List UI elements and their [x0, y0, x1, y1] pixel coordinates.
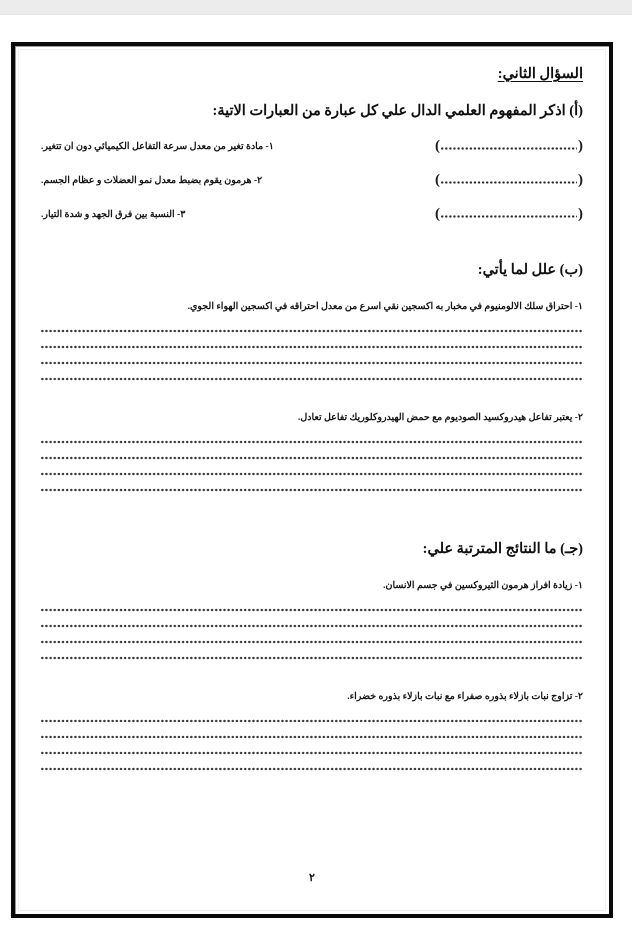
question-text-b1: ١- احتراق سلك الالومنيوم في مخبار به اكسجين نقي اسرع من معدل احتراقه في اكسجين الهواء الجوي.	[187, 302, 583, 312]
answer-blank-paren-open: (	[435, 138, 440, 154]
answer-line[interactable]	[41, 637, 583, 653]
answer-line[interactable]	[41, 621, 583, 637]
question-text-a1: ١- مادة تغير من معدل سرعة التفاعل الكيميائي دون ان تتغير.	[41, 142, 274, 152]
answer-line[interactable]	[41, 342, 583, 358]
answer-line[interactable]	[41, 605, 583, 621]
answer-line[interactable]	[41, 716, 583, 732]
answer-line[interactable]	[41, 437, 583, 453]
answer-line[interactable]	[41, 374, 583, 390]
answer-blank-dots	[441, 176, 577, 186]
answer-blank-paren-close: )	[578, 206, 583, 222]
section-heading-part-a: (أ) اذكر المفهوم العلمي الدال علي كل عبارة من العبارات الاتية:	[212, 103, 583, 119]
answer-blank-a3[interactable]	[435, 207, 583, 222]
answer-blank-dots	[441, 210, 577, 220]
question-text-c2: ٢- تزاوج نبات بازلاء بذوره صفراء مع نبات بازلاء بذوره خضراء.	[347, 692, 583, 702]
answer-lines-b2[interactable]	[41, 437, 583, 501]
section-heading-part-b: (ب) علل لما يأتي:	[477, 262, 583, 278]
answer-lines-c1[interactable]	[41, 605, 583, 669]
question-text-a3: ٣- النسبة بين فرق الجهد و شدة التيار.	[41, 210, 186, 220]
answer-lines-b1[interactable]	[41, 326, 583, 390]
answer-line[interactable]	[41, 764, 583, 780]
question-text-b2: ٢- يعتبر تفاعل هيدروكسيد الصوديوم مع حمض الهيدروكلوريك تفاعل تعادل.	[297, 413, 583, 423]
answer-blank-dots	[441, 142, 577, 152]
answer-blank-paren-close: )	[578, 172, 583, 188]
exam-page-inner-border	[18, 49, 606, 911]
exam-sheet	[19, 50, 605, 910]
page-number: ٢	[309, 872, 315, 884]
exam-page-frame	[11, 42, 613, 918]
answer-lines-c2[interactable]	[41, 716, 583, 780]
section-heading-part-c: (جـ) ما النتائج المترتبة علي:	[422, 541, 583, 557]
answer-line[interactable]	[41, 358, 583, 374]
answer-line[interactable]	[41, 748, 583, 764]
question-text-c1: ١- زيادة افراز هرمون الثيروكسين في جسم الانسان.	[383, 581, 583, 591]
answer-blank-a1[interactable]	[435, 139, 583, 154]
answer-blank-a2[interactable]	[435, 173, 583, 188]
question-row-a3	[41, 207, 583, 222]
question-row-a1	[41, 139, 583, 154]
answer-line[interactable]	[41, 732, 583, 748]
answer-blank-paren-close: )	[578, 138, 583, 154]
answer-line[interactable]	[41, 326, 583, 342]
answer-line[interactable]	[41, 653, 583, 669]
question-row-a2	[41, 173, 583, 188]
answer-line[interactable]	[41, 469, 583, 485]
answer-blank-paren-open: (	[435, 206, 440, 222]
screenshot-top-strip-edge	[0, 14, 632, 15]
answer-line[interactable]	[41, 453, 583, 469]
answer-blank-paren-open: (	[435, 172, 440, 188]
question-text-a2: ٢- هرمون يقوم بضبط معدل نمو العضلات و عظام الجسم.	[41, 176, 263, 186]
page-title: السؤال الثاني:	[497, 66, 583, 82]
screenshot-top-strip	[0, 0, 632, 14]
answer-line[interactable]	[41, 485, 583, 501]
